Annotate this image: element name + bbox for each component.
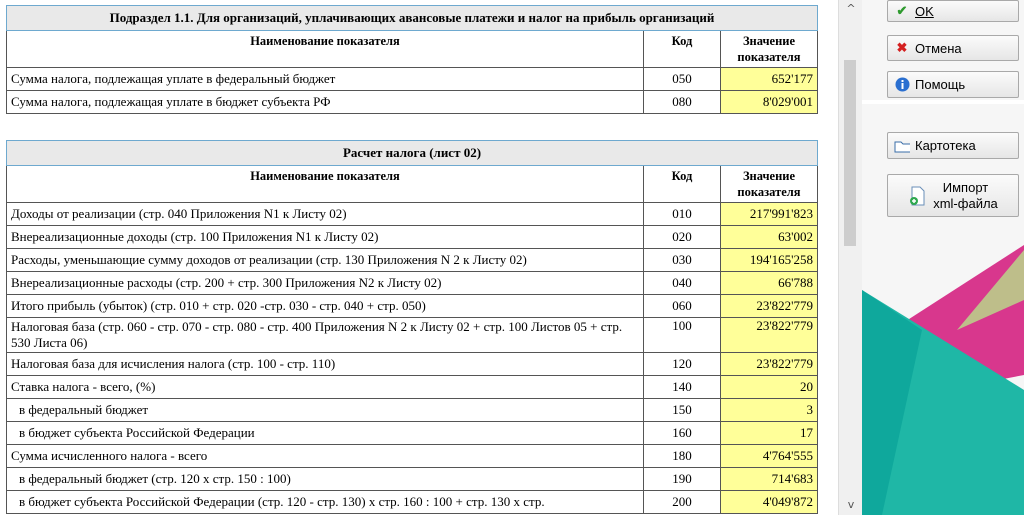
import-label-line2: xml-файла [933,195,998,211]
row-name: Внереализационные доходы (стр. 100 Приложения N1 к Листу 02) [7,226,644,249]
import-label [933,180,998,212]
row-code: 010 [644,203,721,226]
cross-icon: ✖ [896,40,908,55]
row-name: Ставка налога - всего, (%) [7,376,644,399]
cards-label: Картотека [915,138,976,153]
row-name: Расходы, уменьшающие сумму доходов от реализации (стр. 130 Приложения N 2 к Листу 02) [7,249,644,272]
row-code: 200 [644,491,721,514]
row-value-cell[interactable]: 4'764'555 [721,445,818,468]
col-header-code: Код [644,31,721,68]
row-code: 050 [644,68,721,91]
ok-label: OK [915,3,934,19]
row-value-cell[interactable]: 194'165'258 [721,249,818,272]
section2-table [6,140,818,514]
folder-icon [894,138,910,154]
help-button[interactable] [887,71,1019,98]
row-name: Сумма исчисленного налога - всего [7,445,644,468]
table-row [7,226,818,249]
table-row [7,272,818,295]
scroll-down-arrow[interactable]: v [847,498,855,511]
col-header-name: Наименование показателя [7,166,644,203]
section1-title: Подраздел 1.1. Для организаций, уплачивающих авансовые платежи и налог на прибыль организаций [7,6,818,31]
row-value-cell[interactable]: 23'822'779 [721,295,818,318]
section1-table [6,5,818,114]
row-name: в бюджет субъекта Российской Федерации [7,422,644,445]
table-row [7,376,818,399]
table-row [7,399,818,422]
row-code: 060 [644,295,721,318]
row-value-cell[interactable]: 3 [721,399,818,422]
section2-title: Расчет налога (лист 02) [7,141,818,166]
panel-divider [862,100,1024,104]
import-xml-button[interactable] [887,174,1019,217]
row-code: 120 [644,353,721,376]
col-header-value: Значение показателя [721,31,818,68]
scroll-up-arrow[interactable]: ^ [846,2,856,15]
row-value-cell[interactable]: 8'029'001 [721,91,818,114]
row-code: 150 [644,399,721,422]
table-row [7,491,818,514]
row-code: 100 [644,318,721,353]
scrollbar-thumb[interactable] [844,60,856,246]
row-name: Внереализационные расходы (стр. 200 + стр. 300 Приложения N2 к Листу 02) [7,272,644,295]
row-code: 030 [644,249,721,272]
row-code: 180 [644,445,721,468]
row-name: Налоговая база для исчисления налога (стр. 100 - стр. 110) [7,353,644,376]
table-row [7,422,818,445]
row-name: Итого прибыль (убыток) (стр. 010 + стр. 020 -стр. 030 - стр. 040 + стр. 050) [7,295,644,318]
cancel-label: Отмена [915,40,962,56]
row-name: Сумма налога, подлежащая уплате в федеральный бюджет [7,68,644,91]
row-value-cell[interactable]: 66'788 [721,272,818,295]
row-code: 020 [644,226,721,249]
help-label: Помощь [915,77,966,92]
import-label-line1: Импорт [942,179,989,195]
table-row [7,295,818,318]
row-name: в федеральный бюджет (стр. 120 х стр. 150 : 100) [7,468,644,491]
side-panel [862,0,1024,515]
cards-button[interactable] [887,132,1019,159]
row-code: 160 [644,422,721,445]
row-value-cell[interactable]: 20 [721,376,818,399]
table-row [7,318,818,353]
info-icon [894,77,910,93]
checkmark-icon: ✔ [896,3,908,18]
row-value-cell[interactable]: 17 [721,422,818,445]
row-value-cell[interactable]: 63'002 [721,226,818,249]
import-file-icon [908,185,928,207]
row-value-cell[interactable]: 714'683 [721,468,818,491]
row-value-cell[interactable]: 23'822'779 [721,318,818,353]
vertical-scrollbar[interactable] [838,0,863,515]
col-header-value: Значение показателя [721,166,818,203]
row-name: в бюджет субъекта Российской Федерации (стр. 120 - стр. 130) х стр. 160 : 100 + стр. 130 х стр. [7,491,644,514]
row-name: Сумма налога, подлежащая уплате в бюджет субъекта РФ [7,91,644,114]
col-header-code: Код [644,166,721,203]
table-row [7,91,818,114]
row-code: 190 [644,468,721,491]
row-code: 140 [644,376,721,399]
col-header-name: Наименование показателя [7,31,644,68]
row-code: 080 [644,91,721,114]
cancel-button[interactable] [887,35,1019,61]
table-row [7,445,818,468]
table-row [7,249,818,272]
table-row [7,468,818,491]
table-row [7,353,818,376]
row-value-cell[interactable]: 652'177 [721,68,818,91]
row-code: 040 [644,272,721,295]
row-name: в федеральный бюджет [7,399,644,422]
row-name: Доходы от реализации (стр. 040 Приложения N1 к Листу 02) [7,203,644,226]
row-value-cell[interactable]: 217'991'823 [721,203,818,226]
row-value-cell[interactable]: 4'049'872 [721,491,818,514]
row-name: Налоговая база (стр. 060 - стр. 070 - стр. 080 - стр. 400 Приложения N 2 к Листу 02 + стр. 100 Листов 05 + стр. 530 Листа 06) [7,318,644,353]
row-value-cell[interactable]: 23'822'779 [721,353,818,376]
table-row [7,68,818,91]
table-row [7,203,818,226]
ok-button[interactable] [887,0,1019,22]
